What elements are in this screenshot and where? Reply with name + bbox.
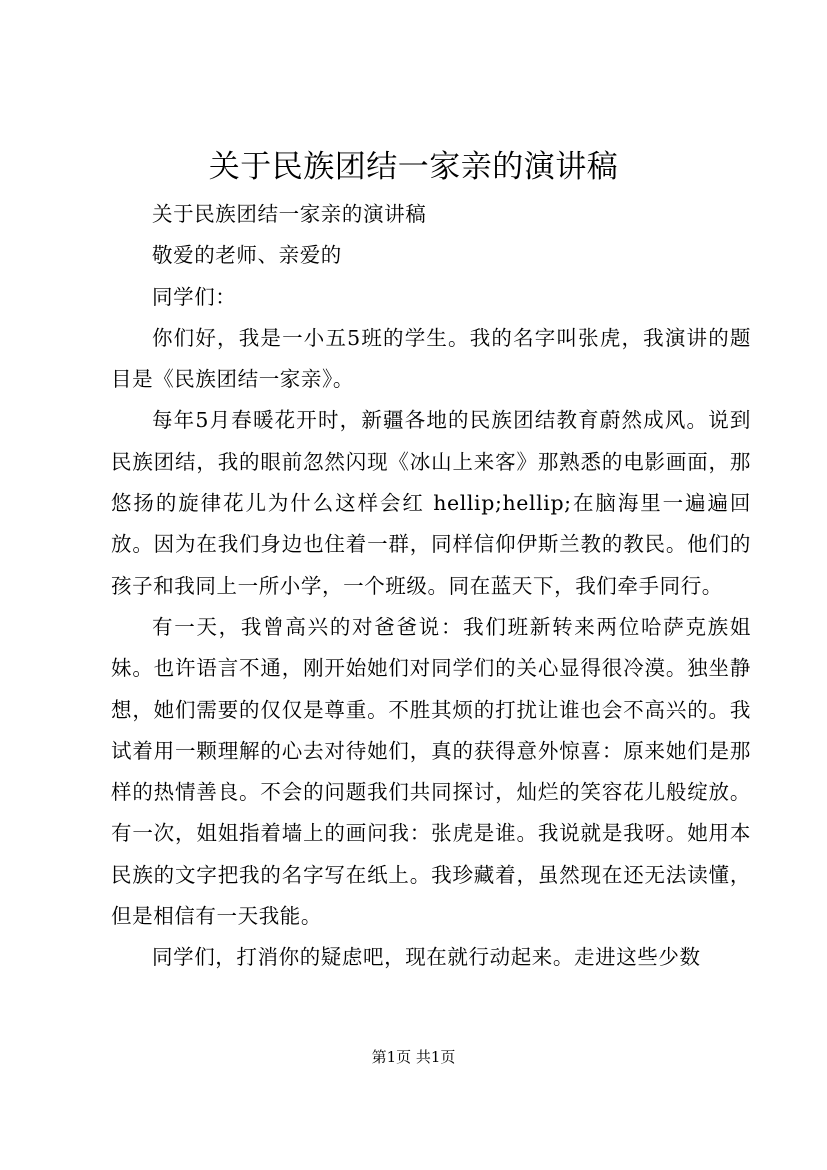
paragraph: 同学们，打消你的疑虑吧，现在就行动起来。走进这些少数 (152, 945, 701, 970)
page-footer: 第1页 共1页 (371, 1048, 456, 1066)
paragraph: 敬爱的老师、亲爱的 (152, 243, 342, 268)
paragraph: 你们好，我是一小五5班的学生。我的名字叫张虎，我演讲的题目是《民族团结一家亲》。 (111, 325, 751, 392)
paragraph: 有一天，我曾高兴的对爸爸说：我们班新转来两位哈萨克族姐妹。也许语言不通，刚开始她们对同学们的关心显得很冷漠。独坐静想，她们需要的仅仅是尊重。不胜其烦的打扰让谁也会不高兴的。我试着用一颗理解的心去对待她们，真的获得意外惊喜：原来她们是那样的热情善良。不会的问题我们共同探讨，灿烂的笑容花儿般绽放。有一次，姐姐指着墙上的画问我：张虎是谁。我说就是我呀。她用本民族的文字把我的名字写在纸上。我珍藏着，虽然现在还无法读懂，但是相信有一天我能。 (111, 614, 751, 929)
paragraph: 每年5月春暖花开时，新疆各地的民族团结教育蔚然成风。说到民族团结，我的眼前忽然闪现《冰山上来客》那熟悉的电影画面，那悠扬的旋律花儿为什么这样会红 hellip;hellip;在脑海里一遍遍回放。因为在我们身边也住着一群，同样信仰伊斯兰教的教民。他们的孩子和我同上一所小学，一个班级。同在蓝天下，我们牵手同行。 (111, 408, 751, 598)
paragraph: 关于民族团结一家亲的演讲稿 (152, 202, 427, 226)
document-title: 关于民族团结一家亲的演讲稿 (208, 149, 619, 185)
paragraph: 同学们： (152, 284, 237, 309)
document-body (111, 194, 751, 979)
